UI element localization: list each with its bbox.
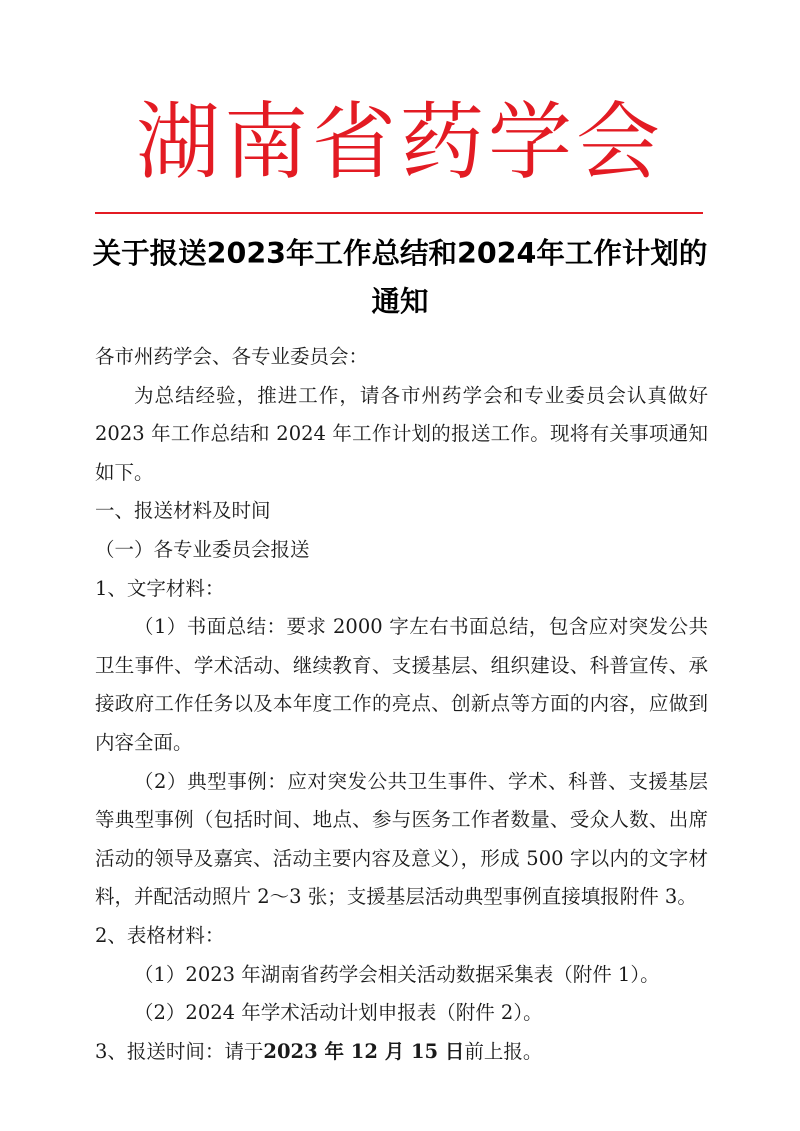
- org-name-heading: 湖南省药学会: [135, 93, 664, 191]
- red-header-rule: [95, 212, 703, 214]
- deadline-suffix: 前上报。: [464, 1039, 543, 1063]
- item-deadline: [95, 1033, 708, 1072]
- intro-paragraph: 为总结经验，推进工作，请各市州药学会和专业委员会认真做好 2023 年工作总结和 2024 年工作计划的报送工作。现将有关事项通知如下。: [95, 383, 708, 484]
- item-typical-cases: （2）典型事例：应对突发公共卫生事件、学术、科普、支援基层等典型事例（包括时间、地点、参与医务工作者数量、受众人数、出席活动的领导及嘉宾、活动主要内容及意义），形成 500 字以内的文字材料，并配活动照片 2～3 张；支援基层活动典型事例直接填报附件 3。: [95, 769, 708, 909]
- subsection-heading: （一）各专业委员会报送: [95, 537, 310, 561]
- item-data-collection-table: （1）2023 年湖南省药学会相关活动数据采集表（附件 1）。: [134, 962, 660, 986]
- item-heading-table-materials: 2、表格材料：: [95, 923, 225, 947]
- section-heading: 一、报送材料及时间: [95, 499, 271, 523]
- item-academic-plan-table: （2）2024 年学术活动计划申报表（附件 2）。: [134, 1001, 543, 1025]
- salutation: 各市州药学会、各专业委员会：: [95, 345, 369, 368]
- document-title: 关于报送2023年工作总结和2024年工作计划的通知: [92, 237, 708, 318]
- document-body: [95, 338, 708, 1071]
- item-heading-text-materials: 1、文字材料：: [95, 576, 225, 600]
- deadline-prefix: 3、报送时间：请于: [95, 1039, 264, 1063]
- deadline-date: 2023 年 12 月 15 日: [263, 1039, 465, 1063]
- item-written-summary: （1）书面总结：要求 2000 字左右书面总结，包含应对突发公共卫生事件、学术活动、继续教育、支援基层、组织建设、科普宣传、承接政府工作任务以及本年度工作的亮点、创新点等方面的内容，应做到内容全面。: [95, 615, 708, 754]
